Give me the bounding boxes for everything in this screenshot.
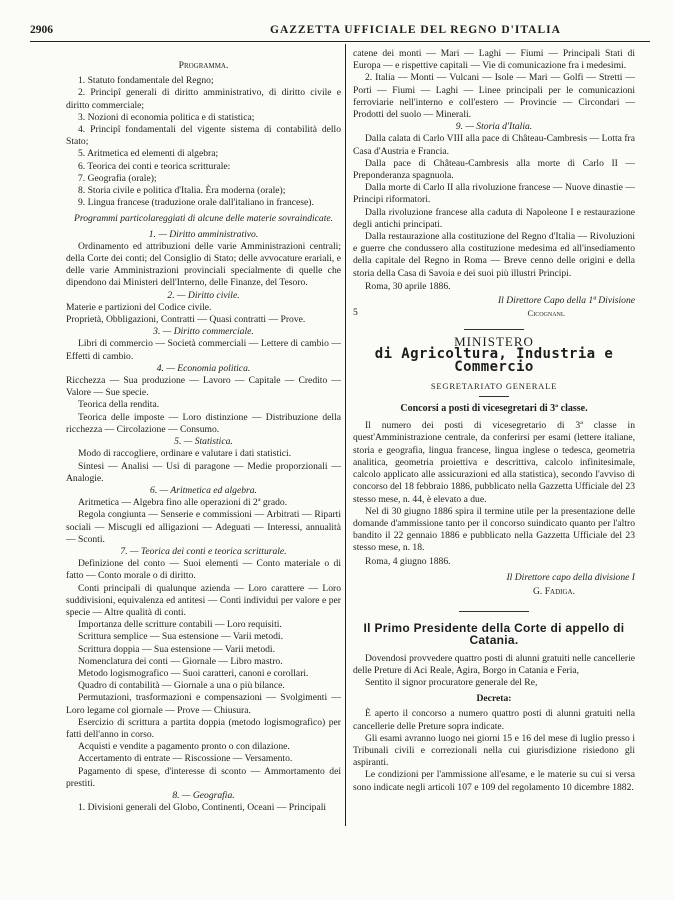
signature-name: G. Fadiga.	[532, 585, 575, 597]
column-divider	[345, 44, 346, 826]
section-title: 5. — Statistica.	[174, 436, 233, 448]
signature-row	[353, 307, 635, 320]
list-item: 3. Nozioni di economia politica e di statistica;	[78, 111, 255, 123]
list-item: 9. Lingua francese (traduzione orale dall'italiano in francese).	[78, 197, 314, 209]
section-text: Metodo logismografico — Suoi caratteri, canoni e corollari.	[78, 667, 309, 679]
section-text: Permutazioni, trasformazioni e compensazioni — Svolgimenti — Loro legame col giornale — Prove — Chiusura.	[66, 692, 341, 716]
signature-role: Il Direttore Capo della 1ª Divisione	[497, 295, 635, 307]
decreto-text: È aperto il concorso a numero quattro posti di alunni gratuiti nella cancellerie delle Preture sopra indicate.	[353, 708, 635, 732]
section-text: Dalla morte di Carlo II alla rivoluzione francese — Nuove dinastie — Principi riformatori.	[353, 182, 635, 206]
section-title: 6. — Aritmetica ed algebra.	[150, 484, 257, 496]
section-title: 1. — Diritto amministrativo.	[148, 228, 259, 240]
section-text: Sintesi — Analisi — Usi di paragone — Medie proporzionali — Analogie.	[66, 460, 341, 484]
right-column	[353, 48, 635, 794]
section-title: 8. — Geografia.	[172, 789, 235, 801]
section-text: Materie e partizioni del Codice civile.	[66, 301, 212, 313]
gazette-title: GAZZETTA UFFICIALE DEL REGNO D'ITALIA	[270, 24, 561, 36]
geografia-continuation: catene dei monti — Mari — Laghi — Fiumi — Principali Stati di Europa — e rispettive capitali — Vie di comunicazione fra i medesimi.	[353, 48, 635, 72]
ministero-name: di Agricoltura, Industria e Commercio	[374, 346, 614, 375]
programma-title: Programma.	[178, 60, 229, 71]
section-text: Ricchezza — Sua produzione — Lavoro — Capitale — Credito — Valore — Sue specie.	[66, 375, 341, 399]
section-text: Conti principali di qualunque azienda — Loro carattere — Loro suddivisioni, equivalenza ed antitesi — Conti individui per valore e per specie — Altre qualità di conti.	[66, 582, 341, 618]
section-text: Esercizio di scrittura a partita doppia (metodo logismografico) per fatti dell'anno in corso.	[66, 716, 341, 740]
decreto-text: Le condizioni per l'ammissione all'esame, e le materie su cui si versa sono indicate negli articoli 107 e 109 del regolamento 10 dicembre 1882.	[353, 769, 635, 793]
section-text: Definizione del conto — Suoi elementi — Conto materiale o di fatto — Conto morale o di diritto.	[66, 558, 341, 582]
concorsi-text: Nel di 30 giugno 1886 spira il termine utile per la presentazione delle domande d'ammissione tanto per il concorso suindicato quanto per l'altro bandito il 22 gennaio 1886 e pubblicato nella Gazzetta Ufficiale del 23 stesso mese, n. 18.	[353, 505, 635, 554]
list-item: 1. Statuto fondamentale del Regno;	[78, 75, 214, 87]
decreta: Decreta:	[476, 693, 512, 705]
section-text: Scrittura semplice — Sua estensione — Varii metodi.	[78, 631, 283, 643]
section-text: Importanza delle scritture contabili — Loro requisiti.	[78, 619, 282, 631]
section-text: Dalla rivoluzione francese alla caduta di Napoleone I e restaurazione degli antichi principati.	[353, 206, 635, 230]
section-text: Ordinamento ed attribuzioni delle varie Amministrazioni centrali; della Corte dei conti; del Consiglio di Stato; delle avvocature erariali, e delle varie Amministrazioni provinciali specialmente di quelle che dipendono dai Ministeri dell'Interno, delle Finanze, del Tesoro.	[66, 240, 341, 289]
header-rule	[30, 41, 650, 42]
section-text: Dalla pace di Château-Cambresis alla morte di Carlo II — Preponderanza spagnuola.	[353, 157, 635, 182]
list-item: 8. Storia civile e politica d'Italia. Èra moderna (orale);	[78, 185, 286, 197]
list-item: 6. Teorica dei conti e teorica scritturale:	[78, 160, 231, 172]
section-text: Modo di raccogliere, ordinare e valutare i dati statistici.	[78, 448, 292, 460]
section-title: 7. — Teorica dei conti e teorica scritturale.	[120, 545, 287, 557]
page-number: 2906	[30, 24, 53, 36]
page-header	[30, 24, 650, 40]
section-text: Nomenclatura dei conti — Giornale — Libro mastro.	[78, 655, 283, 667]
marginal-number: 5	[353, 307, 358, 319]
presidente-text: Sentito il signor procuratore generale del Re,	[365, 676, 538, 688]
programma-list	[66, 75, 341, 209]
concorsi-text: Il numero dei posti di vicesegretario di 3ª classe in quest'Amministrazione centrale, da conferirsi per esami (lettere italiane, storia e geografia, lingua francese, lingua inglese o tedesca, geometria analitica, geometria proiettiva e descrittiva, calcolo infinitesimale, calcolo applicato alle assicurazioni ed alla statistica), secondo l'avviso di concorso del 18 febbraio 1886, pubblicato nella Gazzetta Ufficiale del 23 stesso mese, n. 44, è elevato a due.	[353, 420, 635, 505]
section-title: 2. — Diritto civile.	[167, 289, 240, 301]
section-text: Libri di commercio — Società commerciali — Lettere di cambio — Effetti di cambio.	[66, 338, 341, 362]
concorsi-title: Concorsi a posti di vicesegretari di 3ª classe.	[400, 403, 588, 415]
date-line: Roma, 4 giugno 1886.	[365, 555, 451, 567]
section-text: Teorica della rendita.	[78, 399, 160, 411]
section-title: 3. — Diritto commerciale.	[153, 326, 254, 338]
section-text: Dalla calata di Carlo VIII alla pace di Château-Cambresis — Lotta fra Casa d'Austria e Francia.	[353, 133, 635, 157]
list-item: 5. Aritmetica ed elementi di algebra;	[78, 148, 219, 160]
programmi-title: Programmi particolareggiati di alcune delle materie sovraindicate.	[73, 213, 334, 225]
segretariato: SEGRETARIATO GENERALE	[430, 380, 558, 391]
date-line: Roma, 30 aprile 1886.	[365, 280, 451, 292]
section-text: Proprietà, Obbligazioni, Contratti — Quasi contratti — Prove.	[66, 314, 306, 326]
presidente-text: Dovendosi provvedere quattro posti di alunni gratuiti nelle cancellerie delle Preture di Aci Reale, Agira, Borgo in Catania e Feria,	[353, 652, 635, 676]
separator	[459, 611, 529, 612]
section-text: Pagamento di spese, d'interesse di sconto — Ammortamento dei prestiti.	[66, 765, 341, 789]
section-text: 1. Divisioni generali del Globo, Continenti, Oceani — Principali	[78, 802, 327, 814]
section-title: 9. — Storia d'Italia.	[455, 121, 533, 133]
list-item: 7. Geografia (orale);	[78, 172, 157, 184]
separator	[479, 396, 509, 397]
section-text: Acquisti e vendite a pagamento pronto o con dilazione.	[78, 741, 290, 753]
list-item: 2. Principî generali di diritto amministrativo, di diritto civile e diritto commerciale;	[66, 87, 341, 111]
separator	[464, 329, 524, 330]
presidente-title: Il Primo Presidente della Corte di appello di Catania.	[363, 621, 625, 648]
section-title: 4. — Economia politica.	[156, 362, 251, 374]
section-text: Dalla restaurazione alla costituzione del Regno d'Italia — Rivoluzioni e guerre che condussero alla costituzione medesima ed all'insediamento della capitale del Regno in Roma — Breve cenno delle origini e della storia della Casa di Savoia e dei suoi più illustri Principi.	[353, 231, 635, 279]
signature-role: Il Direttore capo della divisione I	[506, 571, 635, 583]
signature-name: Cicognani.	[527, 308, 565, 319]
section-text: Aritmetica — Algebra fino alle operazioni di 2ª grado.	[78, 497, 288, 509]
section-text: Scrittura doppia — Sua estensione — Varii metodi.	[78, 643, 275, 655]
ministero-title: MINISTERO	[454, 334, 534, 350]
section-text: Quadro di contabilità — Giornale a una o più bilance.	[78, 680, 285, 692]
left-column	[66, 60, 341, 814]
list-item: 4. Principî fondamentali del vigente sistema di contabilità dello Stato;	[66, 124, 341, 148]
section-text: Accertamento di entrate — Riscossione — Versamento.	[78, 753, 293, 765]
section-text: Teorica delle imposte — Loro distinzione — Distribuzione della ricchezza — Circolazione — Consumo.	[66, 411, 341, 435]
geografia-italia: 2. Italia — Monti — Vulcani — Isole — Mari — Golfi — Stretti — Porti — Fiumi — Laghi — Linee principali per le comunicazioni ferroviarie nell'interno e coll'estero — Provincie — Circondari — Prodotti del suolo — Minerali.	[353, 72, 635, 121]
section-text: Regola congiunta — Senserie e commissioni — Arbitrati — Riparti sociali — Miscugli ed alligazioni — Adeguati — Interessi, annualità — Sconti.	[66, 509, 341, 545]
decreto-text: Gli esami avranno luogo nei giorni 15 e 16 del mese di luglio presso i Tribunali civili e correzionali nella cui giurisdizione risiedono gli aspiranti.	[353, 732, 635, 769]
